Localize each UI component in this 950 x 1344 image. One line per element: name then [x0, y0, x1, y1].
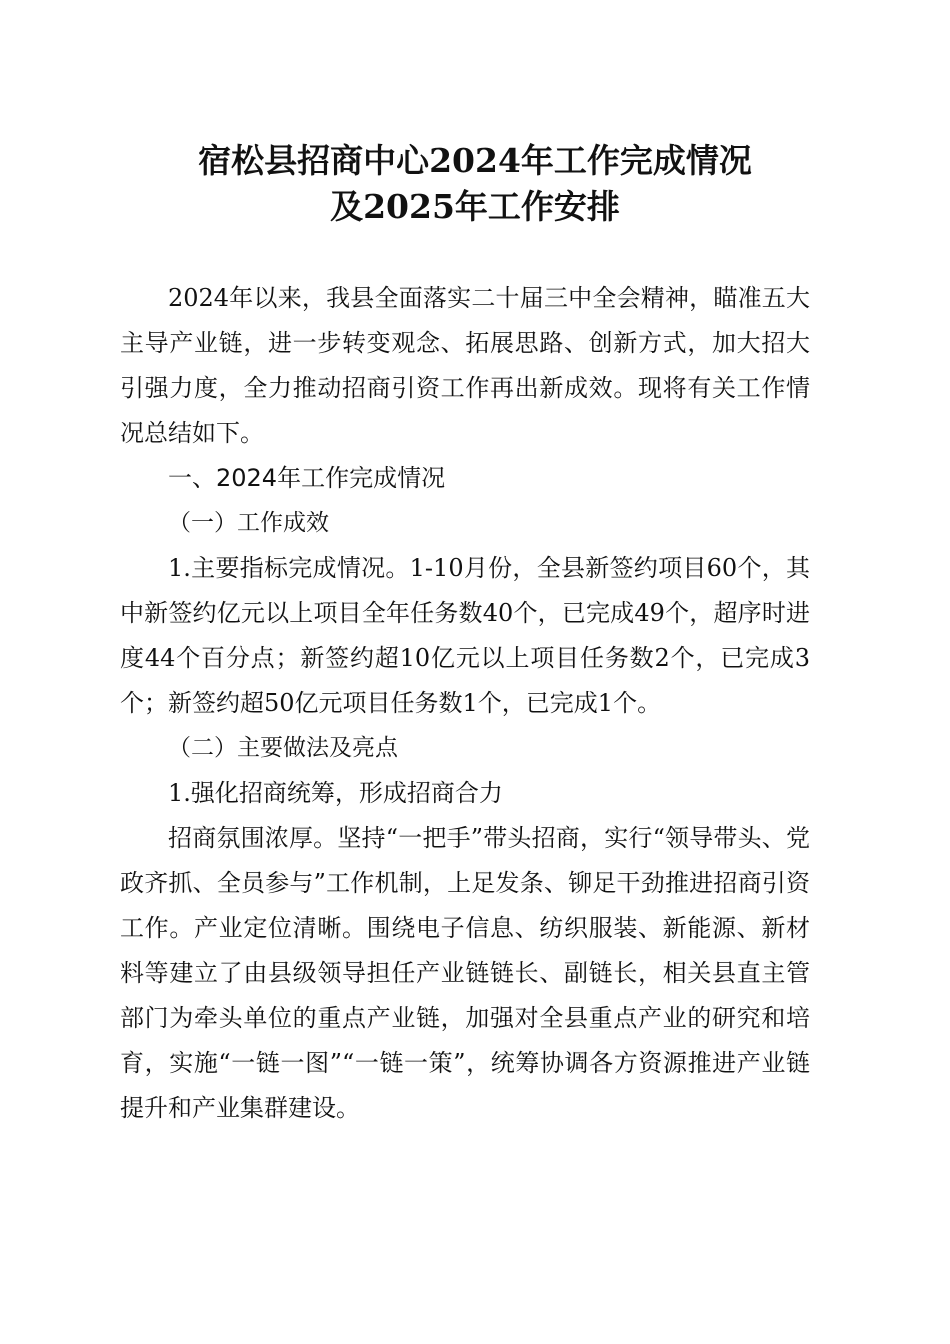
intro-paragraph: 2024年以来，我县全面落实二十届三中全会精神，瞄准五大主导产业链，进一步转变观念、拓展思路、创新方式，加大招大引强力度，全力推动招商引资工作再出新成效。现将有关工作情况总结如下。: [120, 284, 810, 447]
subsection-heading-results: （一）工作成效: [168, 510, 329, 536]
indicator-paragraph: 1.主要指标完成情况。1-10月份，全县新签约项目60个，其中新签约亿元以上项目全年任务数40个，已完成49个，超序时进度44个百分点；新签约超10亿元以上项目任务数2个，已完成3个；新签约超50亿元项目任务数1个，已完成1个。: [120, 554, 810, 717]
point-heading-coordination: 1.强化招商统筹，形成招商合力: [168, 779, 503, 807]
document-body: [120, 276, 810, 1131]
subsection-heading-practices: （二）主要做法及亮点: [168, 735, 398, 761]
document-title-line-1: 宿松县招商中心2024年工作完成情况: [198, 141, 752, 180]
document-title-line-2: 及2025年工作安排: [330, 187, 620, 226]
point-body-coordination: 招商氛围浓厚。坚持“一把手”带头招商，实行“领导带头、党政齐抓、全员参与”工作机制，上足发条、铆足干劲推进招商引资工作。产业定位清晰。围绕电子信息、纺织服装、新能源、新材料等建立了由县级领导担任产业链链长、副链长，相关县直主管部门为牵头单位的重点产业链，加强对全县重点产业的研究和培育，实施“一链一图”“一链一策”，统筹协调各方资源推进产业链提升和产业集群建设。: [120, 824, 810, 1122]
section-heading-2024-work: 一、2024年工作完成情况: [168, 464, 446, 492]
